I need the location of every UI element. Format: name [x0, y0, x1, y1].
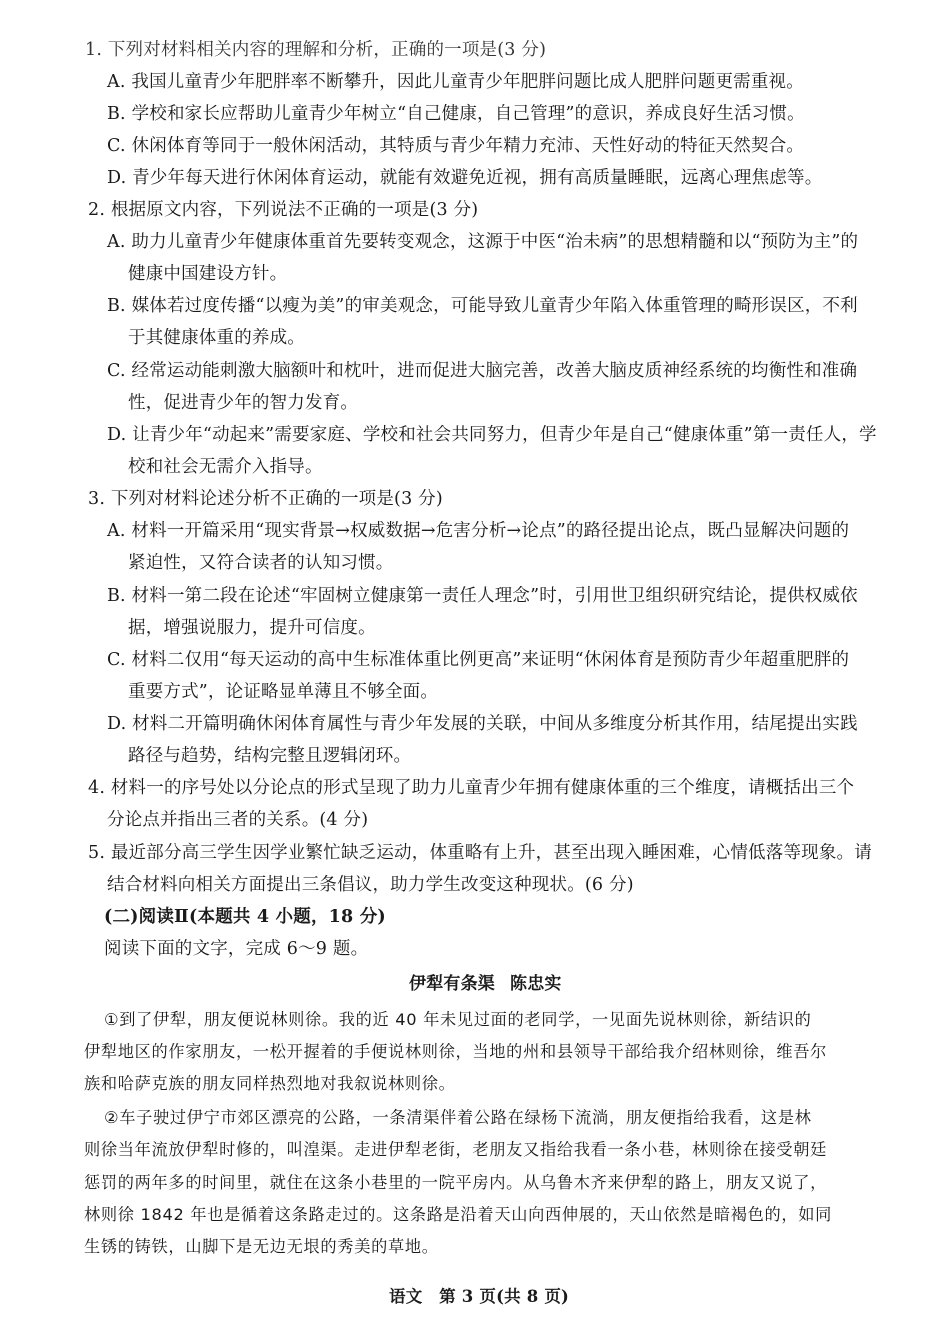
story-p1-line3: 族和哈萨克族的朋友同样热烈地对我叙说林则徐。: [84, 1074, 456, 1093]
q3-option-b-line2: 据，增强说服力，提升可信度。: [128, 618, 376, 638]
q3-option-d-line2: 路径与趋势，结构完整且逻辑闭环。: [128, 746, 412, 766]
q1-stem: 1. 下列对材料相关内容的理解和分析，正确的一项是(3 分): [85, 40, 547, 60]
q2-option-b-line1: B. 媒体若过度传播“以瘦为美”的审美观念，可能导致儿童青少年陷入体重管理的畸形误区，不利: [107, 296, 858, 316]
q2-option-d-line2: 校和社会无需介入指导。: [128, 457, 323, 477]
story-p2-line4: 林则徐 1842 年也是循着这条路走过的。这条路是沿着天山向西伸展的，天山依然是暗褐色的，如同: [84, 1205, 833, 1224]
story-p2-line5: 生锈的铸铁，山脚下是无边无垠的秀美的草地。: [84, 1237, 439, 1256]
story-p1-line1: ①到了伊犁，朋友便说林则徐。我的近 40 年未见过面的老同学，一见面先说林则徐，新结识的: [104, 1010, 812, 1029]
q1-option-b: B. 学校和家长应帮助儿童青少年树立“自己健康，自己管理”的意识，养成良好生活习惯。: [107, 104, 805, 124]
q2-stem: 2. 根据原文内容，下列说法不正确的一项是(3 分): [88, 200, 479, 220]
q5-line1: 5. 最近部分高三学生因学业繁忙缺乏运动，体重略有上升，甚至出现入睡困难，心情低落等现象。请: [88, 843, 872, 863]
q5-line2: 结合材料向相关方面提出三条倡议，助力学生改变这种现状。(6 分): [107, 875, 634, 895]
q1-option-d: D. 青少年每天进行休闲体育运动，就能有效避免近视，拥有高质量睡眠，远离心理焦虑等。: [107, 168, 823, 188]
q3-option-b-line1: B. 材料一第二段在论述“牢固树立健康第一责任人理念”时，引用世卫组织研究结论，提供权威依: [107, 586, 858, 606]
q1-option-c: C. 休闲体育等同于一般休闲活动，其特质与青少年精力充沛、天性好动的特征天然契合。: [107, 136, 805, 156]
page-footer: 语文 第 3 页(共 8 页): [389, 1287, 570, 1306]
q3-option-c-line2: 重要方式”，论证略显单薄且不够全面。: [128, 682, 439, 702]
story-author: 陈忠实: [510, 974, 562, 994]
section-title: (二)阅读Ⅱ(本题共 4 小题，18 分): [104, 907, 386, 927]
q2-option-c-line2: 性，促进青少年的智力发育。: [128, 393, 359, 413]
q2-option-d-line1: D. 让青少年“动起来”需要家庭、学校和社会共同努力，但青少年是自己“健康体重”第一责任人，学: [107, 425, 877, 445]
q3-option-c-line1: C. 材料二仅用“每天运动的高中生标准体重比例更高”来证明“休闲体育是预防青少年超重肥胖的: [107, 650, 850, 670]
q2-option-c-line1: C. 经常运动能刺激大脑额叶和枕叶，进而促进大脑完善，改善大脑皮质神经系统的均衡性和准确: [107, 361, 858, 381]
q3-stem: 3. 下列对材料论述分析不正确的一项是(3 分): [88, 489, 443, 509]
q4-line1: 4. 材料一的序号处以分论点的形式呈现了助力儿童青少年拥有健康体重的三个维度，请概括出三个: [88, 778, 855, 798]
q3-option-a-line1: A. 材料一开篇采用“现实背景→权威数据→危害分析→论点”的路径提出论点，既凸显解决问题的: [107, 521, 850, 541]
story-p2-line2: 则徐当年流放伊犁时修的，叫湟渠。走进伊犁老街，老朋友又指给我看一条小巷，林则徐在接受朝廷: [84, 1140, 828, 1159]
q2-option-b-line2: 于其健康体重的养成。: [128, 328, 305, 348]
q4-line2: 分论点并指出三者的关系。(4 分): [107, 810, 369, 830]
q1-option-a: A. 我国儿童青少年肥胖率不断攀升，因此儿童青少年肥胖问题比成人肥胖问题更需重视。: [107, 72, 804, 92]
story-p2-line3: 惩罚的两年多的时间里，就住在这条小巷里的一院平房内。从乌鲁木齐来伊犁的路上，朋友又说了，: [84, 1173, 828, 1192]
q2-option-a-line2: 健康中国建设方针。: [128, 264, 288, 284]
q3-option-a-line2: 紧迫性，又符合读者的认知习惯。: [128, 553, 394, 573]
q2-option-a-line1: A. 助力儿童青少年健康体重首先要转变观念，这源于中医“治未病”的思想精髓和以“预防为主”的: [107, 232, 859, 252]
story-p1-line2: 伊犁地区的作家朋友，一松开握着的手便说林则徐，当地的州和县领导干部给我介绍林则徐，维吾尔: [84, 1042, 828, 1061]
q3-option-d-line1: D. 材料二开篇明确休闲体育属性与青少年发展的关联，中间从多维度分析其作用，结尾提出实践: [107, 714, 858, 734]
story-p2-line1: ②车子驶过伊宁市郊区漂亮的公路，一条清渠伴着公路在绿杨下流淌，朋友便指给我看，这是林: [104, 1108, 812, 1127]
story-title: 伊犁有条渠: [409, 974, 495, 994]
section-instruction: 阅读下面的文字，完成 6～9 题。: [104, 939, 369, 959]
